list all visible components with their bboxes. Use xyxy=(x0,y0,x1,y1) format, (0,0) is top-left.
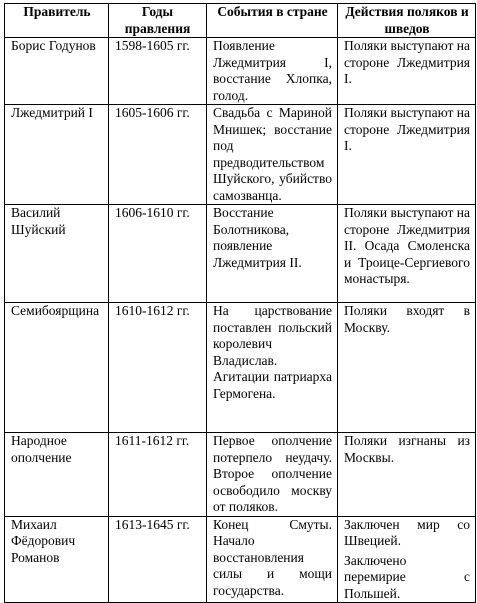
actions-cell: Поляки изгнаны из Москвы. xyxy=(338,433,476,517)
ruler-cell: Семибоярщина xyxy=(5,303,109,433)
years-cell: 1606-1610 гг. xyxy=(109,205,207,303)
events-cell: Свадьба с Мариной Мнишек; восстание под предводительством Шуйского, убийство самозванца. xyxy=(207,105,338,205)
table-row xyxy=(5,205,476,303)
years-cell: 1605-1606 гг. xyxy=(109,105,207,205)
header-years: Годы правления xyxy=(109,4,207,38)
header-actions: Действия поляков и шведов xyxy=(338,4,476,38)
ruler-cell: Лжедмитрий I xyxy=(5,105,109,205)
table-row xyxy=(5,433,476,517)
years-cell: 1613-1645 гг. xyxy=(109,516,207,603)
actions-cell: Поляки выступают на стороне Лжедмитрия II. Осада Смоленска и Троице-Сергиевого монастыря. xyxy=(338,205,476,303)
events-cell: Появление Лжедмитрия I, восстание Хлопка, голод. xyxy=(207,38,338,105)
actions-cell: Поляки выступают на стороне Лжедмитрия I. xyxy=(338,38,476,105)
events-cell: Восстание Болотникова, появление Лжедмитрия II. xyxy=(207,205,338,303)
years-cell: 1598-1605 гг. xyxy=(109,38,207,105)
ruler-cell: Народное ополчение xyxy=(5,433,109,517)
ruler-cell: Борис Годунов xyxy=(5,38,109,105)
events-cell: На царствование поставлен польский королевич Владислав. Агитации патриарха Гермогена. xyxy=(207,303,338,433)
actions-cell: Поляки входят в Москву. xyxy=(338,303,476,433)
ruler-cell: Михаил Фёдорович Романов xyxy=(5,516,109,603)
actions-cell: Поляки выступают на стороне Лжедмитрия I. xyxy=(338,105,476,205)
actions-text-1: Заключен мир со Швецией. xyxy=(344,516,470,548)
header-row xyxy=(5,4,476,38)
years-cell: 1610-1612 гг. xyxy=(109,303,207,433)
header-ruler: Правитель xyxy=(5,4,109,38)
events-cell: Первое ополчение потерпело неудачу. Второе ополчение освободило москву от поляков. xyxy=(207,433,338,517)
events-cell: Конец Смуты. Начало восстановления силы и мощи государства. xyxy=(207,516,338,603)
table-row xyxy=(5,38,476,105)
table-row xyxy=(5,105,476,205)
header-events: События в стране xyxy=(207,4,338,38)
actions-text-2: Заключено перемирие с Польшей. xyxy=(344,552,470,601)
years-cell: 1611-1612 гг. xyxy=(109,433,207,517)
table-row xyxy=(5,303,476,433)
rulers-table xyxy=(4,3,476,603)
ruler-cell: Василий Шуйский xyxy=(5,205,109,303)
